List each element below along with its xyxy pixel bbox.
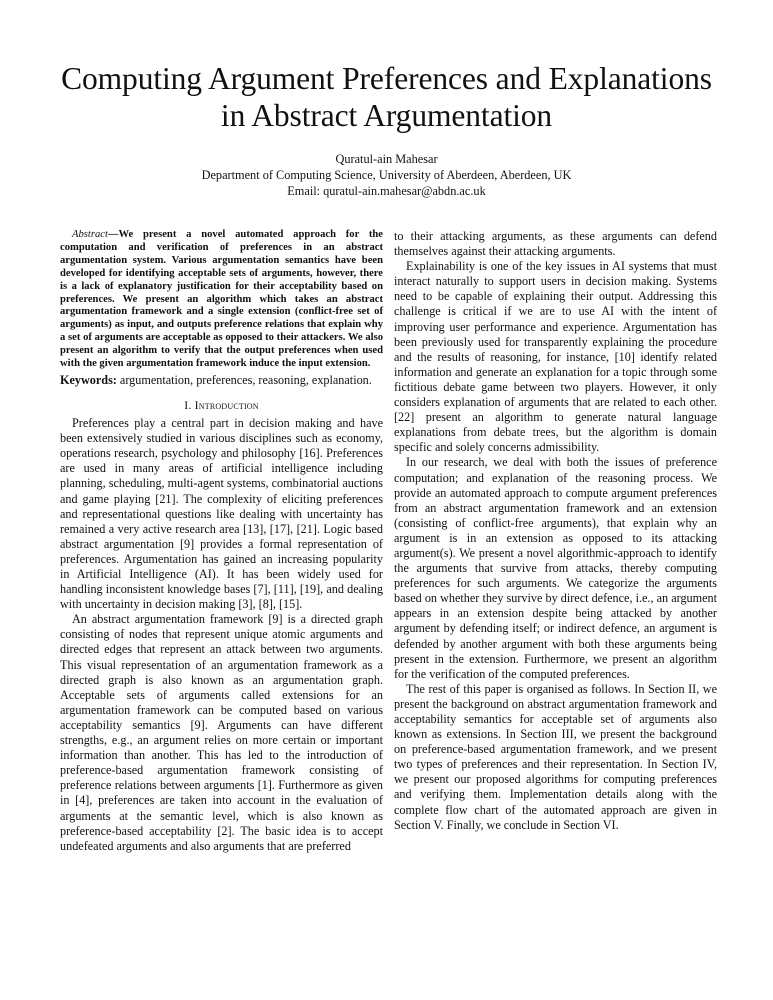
author-email: Email: quratul-ain.mahesar@abdn.ac.uk [287, 184, 486, 198]
keywords [60, 373, 383, 388]
paragraph-2-continued: to their attacking arguments, as these arguments can defend themselves against their attacking arguments. [394, 229, 717, 259]
paragraph-2: An abstract argumentation framework [9] is a directed graph consisting of nodes that represent unique atomic arguments and directed edges that represent an attack between two arguments. This visual representation of an argumentation framework as a directed graph is also known as an argumentation graph. Acceptable sets of arguments called extensions for an argumentation framework can be computed based on various acceptability semantics [9]. Arguments can have different strengths, e.g., an argument relies on more certain or important information than another. This has led to the introduction of preference-based argumentation framework consisting of preference relations between arguments [1]. Furthermore as given in [4], preferences are taken into account in the evaluation of arguments at the semantic level, which is also known as preference-based acceptability [2]. The basic idea is to accept undefeated arguments and also arguments that are preferred [60, 612, 383, 853]
abstract-label: Abstract [72, 229, 108, 240]
keywords-text: argumentation, preferences, reasoning, explanation. [116, 372, 372, 387]
author-block [20, 151, 753, 199]
section-heading-introduction: I. Introduction [184, 397, 259, 412]
author-name: Quratul-ain Mahesar [335, 152, 438, 166]
right-column [394, 229, 717, 833]
paragraph-5: The rest of this paper is organised as follows. In Section II, we present the background on abstract argumentation framework and acceptability semantics for acceptable set of arguments also known as extensions. In Section III, we present the background on preference-based argumentation framework, and we present two types of preferences and their representation. In Section IV, we present our proposed algorithms for computing preferences and verifying them. Implementation details along with the complete flow chart of the automated approach are given in Section V. Finally, we conclude in Section VI. [394, 681, 717, 832]
title-line-1: Computing Argument Preferences and Explanations [61, 61, 712, 96]
abstract-text: —We present a novel automated approach for the computation and verification of preferences in an abstract argumentation system. Various argumentation semantics have been developed for identifying acceptable sets of arguments, however, there is a lack of explanatory justification for their acceptability based on preferences. We present an algorithm which takes an abstract argumentation framework and a single extension (conflict-free set of arguments) as input, and outputs preference relations that explain why a set of arguments are acceptable as opposed to their attackers. We also present an algorithm to verify that the output preferences when used with the given argumentation framework induce the input extension. [60, 229, 383, 370]
left-column [60, 229, 383, 854]
keywords-label: Keywords: [60, 372, 117, 387]
abstract [60, 229, 383, 371]
paragraph-4: In our research, we deal with both the issues of preference computation; and explanation of the reasoning process. We provide an automated approach to compute argument preferences from an abstract argumentation framework and an extension (consisting of conflict-free arguments), that explain why an argument is in an extension as opposed to its attacking argument(s). We present a novel algorithmic-approach to identify the arguments that survive from attacks, thereby computing preferences for such arguments. We categorize the arguments based on whether they survive by direct defence, i.e., an argument appears in an extension despite being attacked by another argument by defending itself; or indirect defence, an argument is defended by another argument with both these arguments being present in the extension. Furthermore, we present an algorithm for the verification of the computed preferences. [394, 455, 717, 681]
paragraph-3: Explainability is one of the key issues in AI systems that must interact naturally to support users in decision making. Systems need to be capable of explaining their output. Addressing this challenge is critical if we are to use AI with the intent of improving user performance and experience. Argumentation has been previously used for transparently explaining the procedure and the results of reasoning, for instance, [10] identify related information and generate an explanation for a topic through some fictitious debate game between two players. However, it only considers explanation of arguments that are related to each other. [22] present an algorithm to generate natural language explanations from debate trees, but the algorithm is domain specific and solely concerns admissibility. [394, 259, 717, 455]
paper-title [20, 60, 753, 134]
paragraph-1: Preferences play a central part in decision making and have been extensively studied in various disciplines such as economy, operations research, psychology and philosophy [16]. Preferences are used in many areas of artificial intelligence including planning, scheduling, multi-agent systems, combinatorial auctions and game playing [21]. The complexity of eliciting preferences and representational questions like dealing with uncertainty has remained a very active research area [13], [17], [21]. Logic based abstract argumentation [9] provides a formal representation of preferences. Argumentation has gained an increasing popularity in Artificial Intelligence (AI). It has been widely used for handling inconsistent knowledge bases [7], [11], [19], and dealing with uncertainty in decision making [3], [8], [15]. [60, 416, 383, 612]
author-affiliation: Department of Computing Science, University of Aberdeen, Aberdeen, UK [201, 168, 572, 182]
title-line-2: in Abstract Argumentation [220, 98, 553, 133]
